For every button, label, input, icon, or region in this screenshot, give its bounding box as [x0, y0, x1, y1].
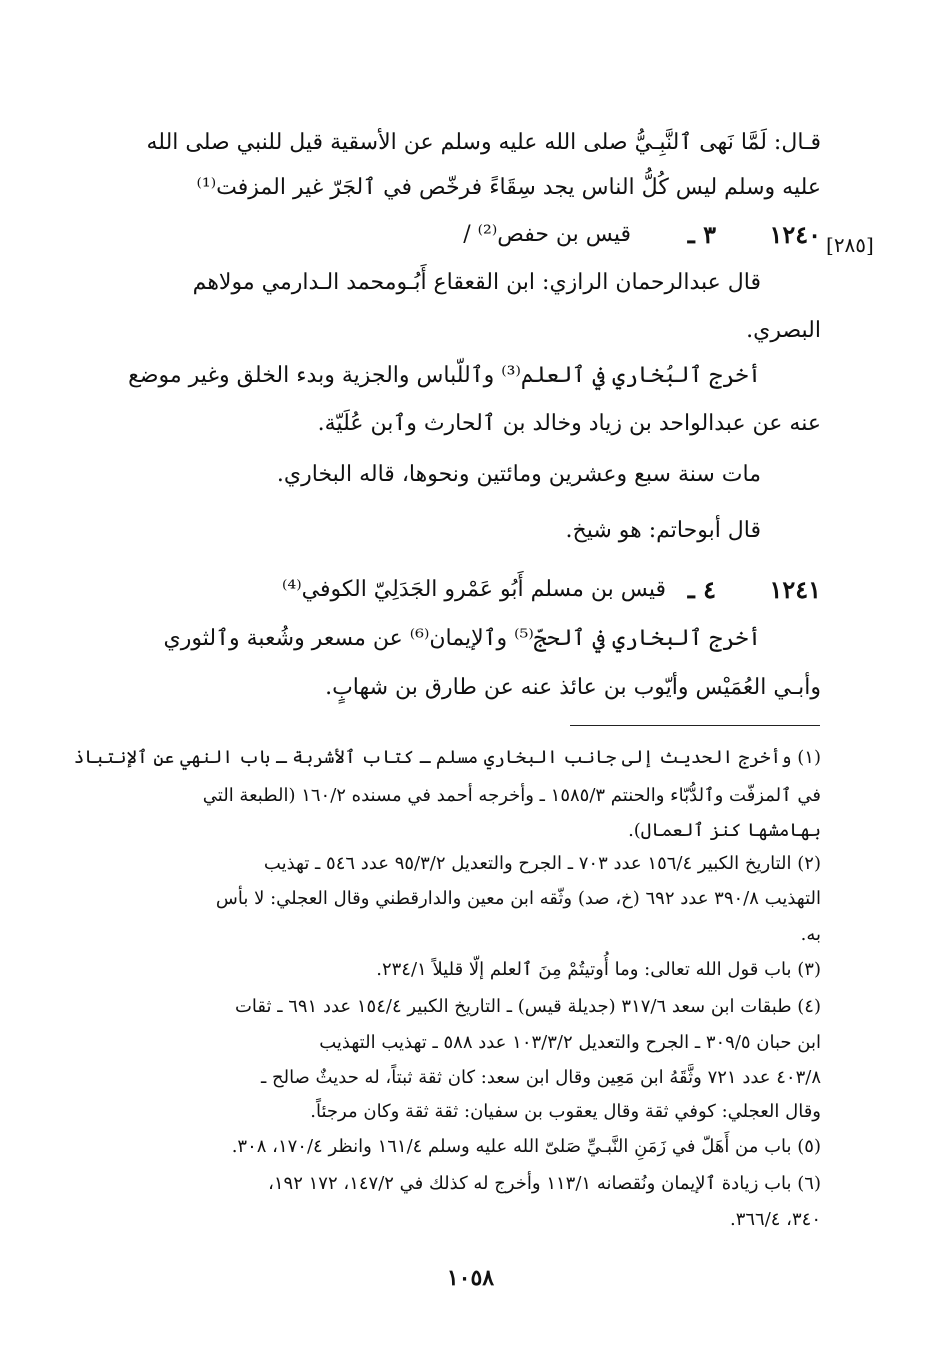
entry-index-1240: ٣ ـ	[687, 220, 716, 249]
footnote-line: (٦) باب زيادة ٱلإيمان ونُقصانه ١١٣/١ وأخرج له كذلك في ١٤٧/٢، ١٧٢ ١٩٢،	[268, 1173, 821, 1194]
text-line: أخرج ٱلبخاري في ٱلحجّ⁽⁵⁾ وٱلإيمان⁽⁶⁾ عن مسعر وشُعبة وٱلثوري	[163, 626, 761, 651]
text-line: قـال: لَمَّا نَهى ٱلنَّبِـيُّ صلى الله عليه وسلم عن الأسقية قيل للنبي صلى الله	[146, 130, 821, 155]
footnote-line: وقال العجلي: كوفي ثقة وقال يعقوب بن سفيان: ثقة ثقة وكان مرجئاً.	[310, 1101, 821, 1122]
footnote-line: ٣٤٠، ٣٦٦/٤.	[729, 1209, 821, 1230]
footnote-line: في ٱلمزفّت وٱلدُّبّاء والحنتم ١٥٨٥/٣ ـ وأخرجه أحمد في مسنده ١٦٠/٢ (الطبعة التي	[202, 785, 821, 806]
footnote-line: به.	[800, 924, 821, 945]
footnote-line: (١) وأخرج الحديث إلى جانب البخاري مسلم ـ كتاب ٱلأشربة ـ باب النهي عن ٱلإنتباذ	[73, 747, 821, 768]
footnote-line: (٤) طبقات ابن سعد ٣١٧/٦ (جديلة قيس) ـ التاريخ الكبير ١٥٤/٤ عدد ٦٩١ ـ ثقات	[234, 996, 821, 1017]
footnote-line: (٢) التاريخ الكبير ١٥٦/٤ عدد ٧٠٣ ـ الجرح والتعديل ٩٥/٣/٢ عدد ٥٤٦ ـ تهذيب	[263, 853, 821, 874]
entry-index-1241: ٤ ـ	[687, 575, 716, 604]
entry-title-1240: قيس بن حفص⁽²⁾ /	[463, 222, 631, 247]
entry-title-1241: قيس بن مسلم أَبُو عَمْرو الجَدَلِيّ الكوفي⁽⁴⁾	[281, 577, 666, 602]
text-line: مات سنة سبع وعشرين ومائتين ونحوها، قاله البخاري.	[276, 462, 761, 487]
text-line: البصري.	[746, 318, 821, 343]
text-line: عنه عن عبدالواحد بن زياد وخالد بن ٱلحارث وٱبن عُلَيّة.	[317, 411, 821, 436]
footnote-line: ابن حبان ٣٠٩/٥ ـ الجرح والتعديل ١٠٣/٣/٢ عدد ٥٨٨ ـ تهذيب التهذيب	[319, 1032, 821, 1053]
footnote-line: بهامشها كنز ٱلعمال).	[628, 820, 821, 841]
footnote-line: (٣) باب قول الله تعالى: وما أُوتيتُمْ مِنَ ٱلعلم إلّا قليلاً ٢٣٤/١.	[376, 959, 821, 980]
footnote-line: ٤٠٣/٨ عدد ٧٢١ وثَّقَهُ ابن مَعِين وقال ابن سعد: كان ثقة ثبتاً، له حديثٌ صالح ـ	[260, 1067, 821, 1088]
text-line: قال عبدالرحمان الرازي: ابن القعقاع أَبُـومحمد الـدارمي مولاهم	[192, 270, 761, 295]
text-line: عليه وسلم ليس كُلُّ الناس يجد سِقَاءً فرخّص في ٱلجَرّ غير المزفت⁽¹⁾	[196, 175, 821, 200]
footnote-line: (٥) باب من أَهَلّ في زَمَنِ النَّبـيِّ صَلىّ الله عليه وسلم ١٦١/٤ وانظر ١٧٠/٤، ٣٠٨.	[231, 1136, 821, 1157]
entry-number-1241: ١٢٤١	[769, 575, 821, 604]
page-number: ١٠٥٨	[446, 1265, 495, 1291]
footnote-line: التهذيب ٣٩٠/٨ عدد ٦٩٢ (خ، صد) وثّقه ابن معين والدارقطني وقال العجلي: لا بأس	[215, 888, 821, 909]
entry-number-1240: ١٢٤٠	[769, 220, 821, 249]
text-line: وأبـي العُمَيْس وأيّوب بن عائذ عنه عن طارق بن شهابٍ.	[325, 675, 821, 700]
margin-page-reference: [٢٨٥]	[826, 233, 874, 257]
text-line: قال أبوحاتم: هو شيخ.	[565, 518, 761, 543]
footnote-divider	[570, 725, 820, 726]
text-line: أخرج ٱلبُخاري في ٱلعلم⁽³⁾ وٱللّباس والجزية وبدء الخلق وغير موضع	[128, 363, 761, 388]
